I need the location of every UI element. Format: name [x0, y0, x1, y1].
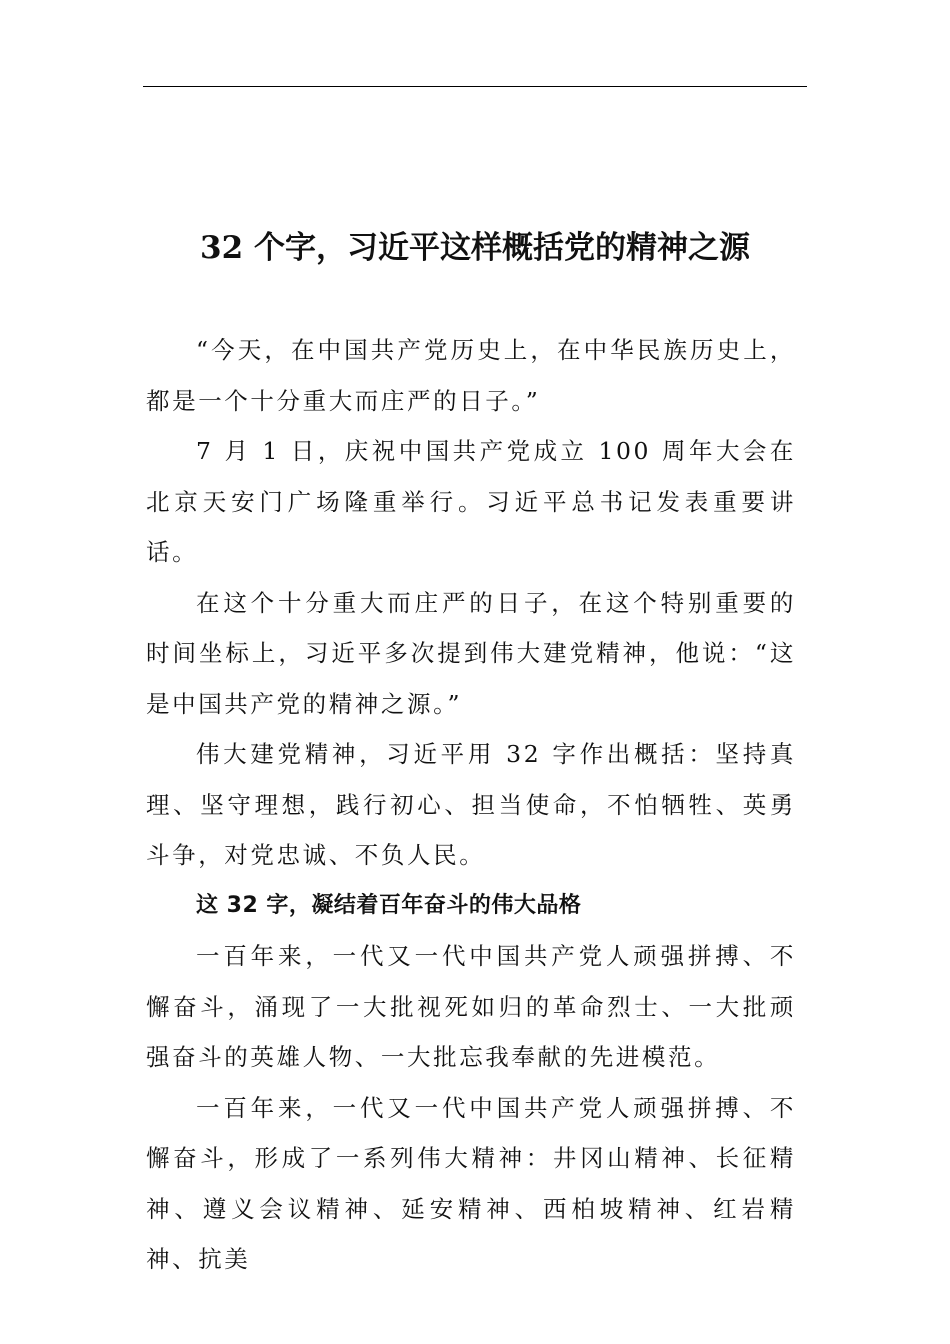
- paragraph-spirit-source: 在这个十分重大而庄严的日子，在这个特别重要的时间坐标上，习近平多次提到伟大建党精神，他说：“这是中国共产党的精神之源。”: [146, 588, 796, 718]
- paragraph-quote: “今天，在中国共产党历史上，在中华民族历史上，都是一个十分重大而庄严的日子。”: [146, 336, 796, 415]
- paragraph-heroes: 一百年来，一代又一代中国共产党人顽强拼搏、不懈奋斗，涌现了一大批视死如归的革命烈士、一大批顽强奋斗的英雄人物、一大批忘我奉献的先进模范。: [146, 942, 796, 1071]
- paragraph-32-characters: 伟大建党精神，习近平用 32 字作出概括：坚持真理、坚守理想，践行初心、担当使命，不怕牺牲、英勇斗争，对党忠诚、不负人民。: [146, 740, 796, 869]
- paragraph-spirits: 一百年来，一代又一代中国共产党人顽强拼搏、不懈奋斗，形成了一系列伟大精神：井冈山精神、长征精神、遵义会议精神、延安精神、西柏坡精神、红岩精神、抗美: [146, 1093, 796, 1273]
- section-heading: 这 32 字，凝结着百年奋斗的伟大品格: [196, 892, 582, 918]
- article-title: 32 个字，习近平这样概括党的精神之源: [200, 230, 750, 266]
- header-rule: [143, 86, 807, 87]
- article-body: [146, 325, 796, 1285]
- paragraph-ceremony: 7 月 1 日，庆祝中国共产党成立 100 周年大会在北京天安门广场隆重举行。习近平总书记发表重要讲话。: [146, 437, 796, 566]
